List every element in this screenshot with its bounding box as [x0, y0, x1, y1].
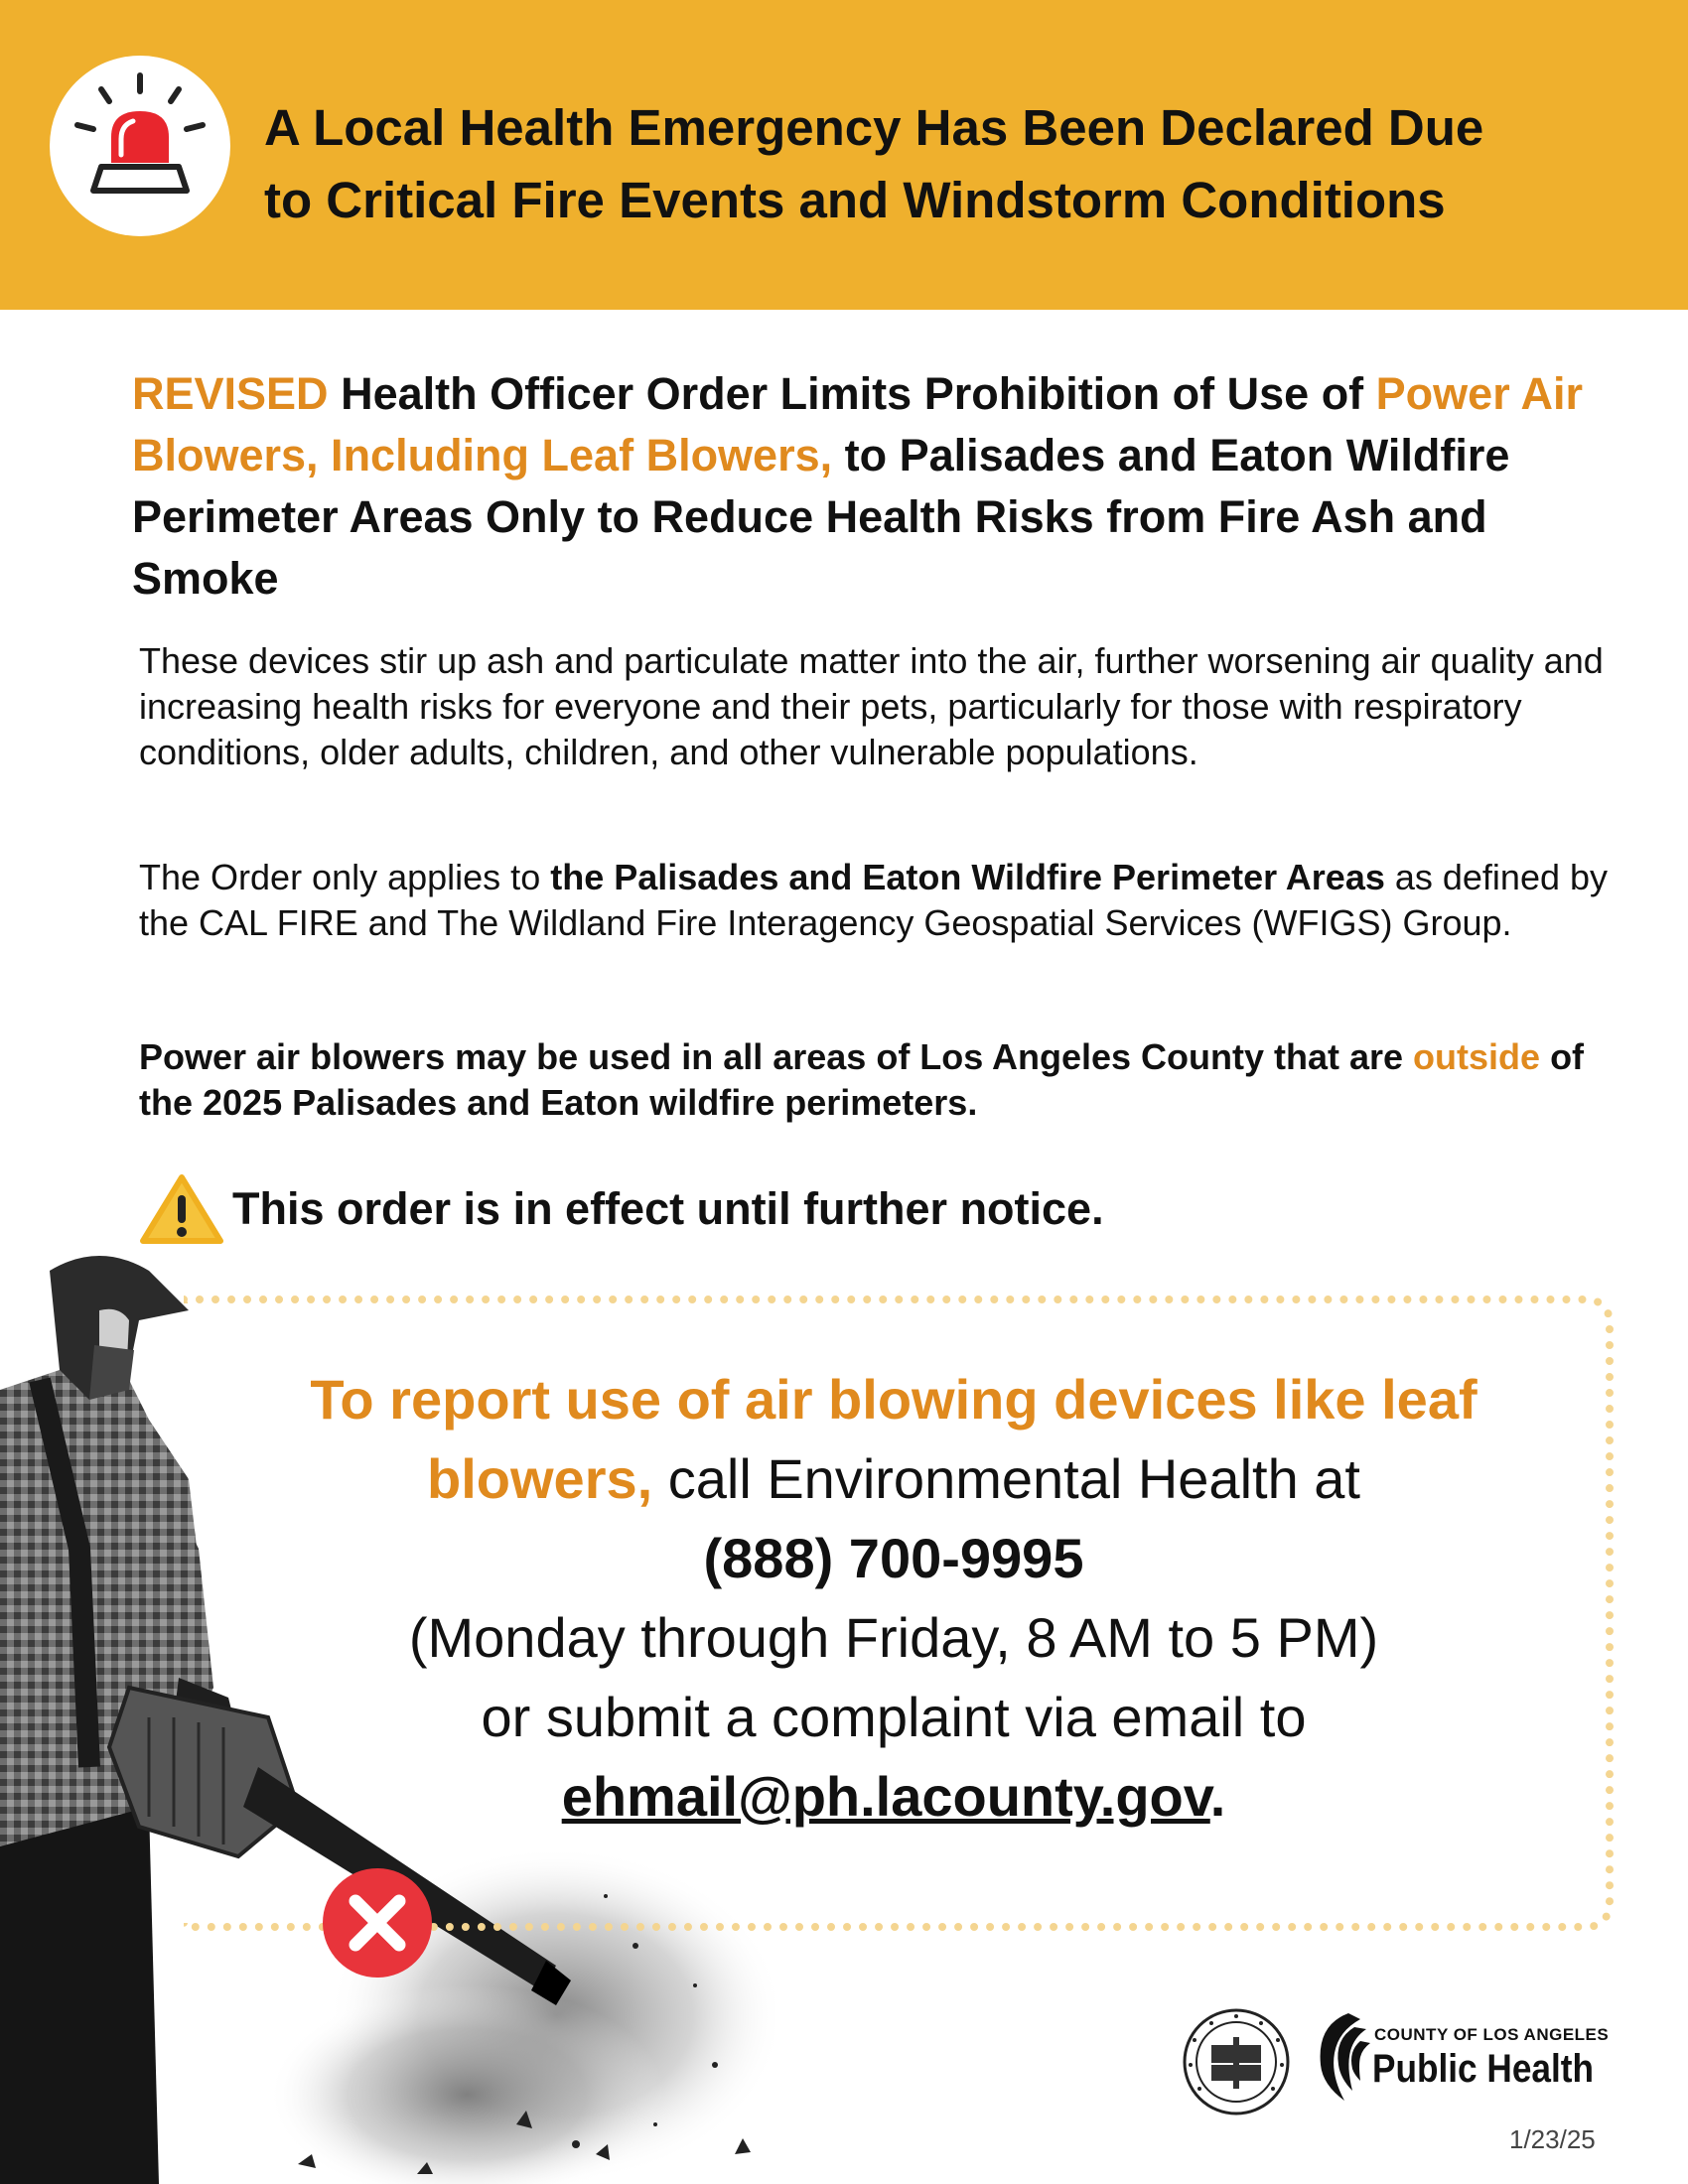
- allowed-part2: of the 2025 Palisades and Eaton wildfire perimeters.: [139, 1036, 1585, 1123]
- allowed-part1: Power air blowers may be used in all areas of Los Angeles County that are: [139, 1036, 1414, 1077]
- paragraph-order-scope: [139, 855, 1628, 946]
- agency-name: Public Health: [1372, 2047, 1594, 2091]
- report-lead: To report use of air blowing devices like leaf blowers,: [310, 1368, 1477, 1510]
- report-instructions: [199, 1360, 1589, 1837]
- public-health-emblem-icon: [1309, 2005, 1372, 2105]
- report-email-link[interactable]: ehmail@ph.lacounty.gov: [561, 1765, 1210, 1828]
- report-lead-line: [199, 1360, 1589, 1519]
- paragraph-allowed-areas: [139, 1034, 1628, 1126]
- county-name: COUNTY OF LOS ANGELES: [1374, 2025, 1610, 2044]
- paragraph-health-risks: These devices stir up ash and particulate matter into the air, further worsening air quality and increasing health risks for everyone and their pets, particularly for those with respiratory conditions, older adults, children, and other vulnerable populations.: [139, 640, 1604, 772]
- prohibited-x-icon: [320, 1865, 435, 1980]
- report-email-period: .: [1209, 1765, 1226, 1828]
- report-hours: (Monday through Friday, 8 AM to 5 PM): [408, 1606, 1379, 1669]
- public-health-logo: [1309, 2005, 1626, 2105]
- banner-title: [264, 91, 1654, 236]
- report-phone-number[interactable]: (888) 700-9995: [703, 1527, 1084, 1589]
- order-headline: [132, 363, 1602, 610]
- headline-devices: Power Air Blowers, Including Leaf Blowers,: [132, 368, 1584, 480]
- scope-rest: as defined by the CAL FIRE and The Wildland Fire Interagency Geospatial Services (WFIGS) Group.: [139, 857, 1609, 943]
- headline-part2: to Palisades and Eaton Wildfire Perimeter Areas Only to Reduce Health Risks from Fire Ash and Smoke: [132, 430, 1510, 604]
- scope-lead: The Order only applies to: [139, 857, 551, 897]
- report-submit-line: or submit a complaint via email to: [481, 1686, 1307, 1748]
- scope-areas: the Palisades and Eaton Wildfire Perimeter Areas: [550, 857, 1385, 897]
- emergency-banner: [0, 0, 1688, 310]
- revised-label: REVISED: [132, 368, 329, 419]
- siren-icon: [50, 56, 230, 236]
- document-date: 1/23/25: [1509, 2124, 1596, 2154]
- report-call: call Environmental Health at: [652, 1447, 1360, 1510]
- county-seal-icon: [1182, 2007, 1291, 2116]
- banner-title-line1: A Local Health Emergency Has Been Declared Due: [264, 99, 1484, 156]
- banner-title-line2: to Critical Fire Events and Windstorm Conditions: [264, 172, 1446, 228]
- report-email-line: [199, 1757, 1589, 1837]
- notice-text: This order is in effect until further notice.: [232, 1183, 1104, 1234]
- headline-part1: Health Officer Order Limits Prohibition of Use of: [328, 368, 1376, 419]
- warning-icon: [139, 1171, 224, 1247]
- allowed-outside: outside: [1413, 1036, 1541, 1077]
